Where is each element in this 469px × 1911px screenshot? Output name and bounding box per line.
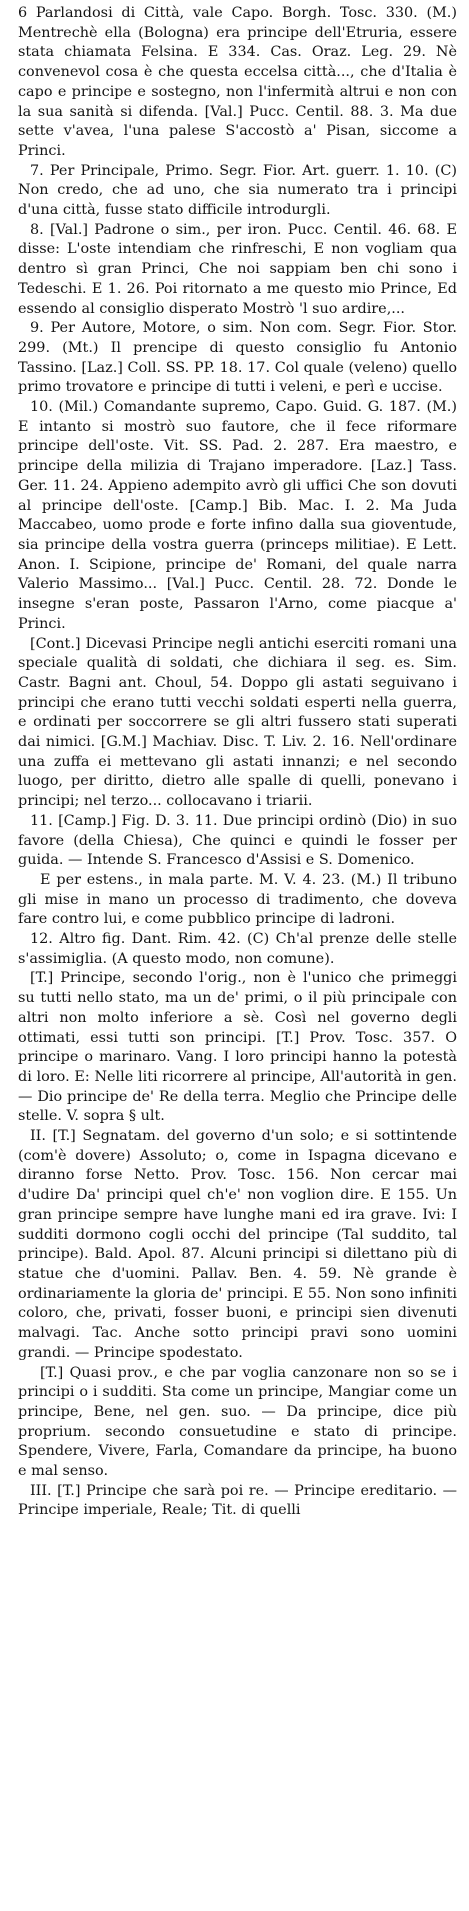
entry-9-autore: 9. Per Autore, Motore, o sim. Non com. Segr. Fior. Stor. 299. (Mt.) Il prencipe di questo consiglio fu Antonio Tassino. [Laz.] Coll. SS. PP. 18. 17. Col quale (veleno) quello primo trovatore e principe di tutti i veleni, e perì e uccise.: [18, 320, 457, 396]
entry-t-origine: [T.] Principe, secondo l'orig., non è l'unico che primeggi su tutti nello stato, ma un de' primi, o il più principale con altri non molto inferiore a sè. Così nel governo degli ottimati, essi tutti son principi. [T.] Prov. Tosc. 357. O principe o marinaro. Vang. I loro principi hanno la potestà di loro. E: Nelle liti ricorrere al principe, All'autorità in gen. — Dio principe de' Re della terra. Meglio che Principe delle stelle. V. sopra § ult.: [18, 970, 457, 1125]
entry-11-per-estens: E per estens., in mala parte. M. V. 4. 23. (M.) Il tribuno gli mise in mano un processo di tradimento, che doveva fare contro lui, e come pubblico principe di ladroni.: [18, 871, 457, 928]
entry-11-fig: 11. [Camp.] Fig. D. 3. 11. Due principi ordinò (Dio) in suo favore (della Chiesa), Che quinci e quindi le fosser per guida. — Intende S. Francesco d'Assisi e S. Domenico.: [18, 812, 457, 869]
entry-12-altro-fig: 12. Altro fig. Dant. Rim. 42. (C) Ch'al prenze delle stelle s'assimiglia. (A questo modo, non comune).: [18, 931, 457, 967]
entry-ii-quasi-prov: [T.] Quasi prov., e che par voglia canzonare non so se i principi o i sudditi. Sta come un principe, Mangiar come un principe, Bene, nel gen. suo. — Da principe, dice più proprium. secondo consuetudine e stato di principe. Spendere, Vivere, Farla, Comandare da principe, ha buono e mal senso.: [18, 1364, 457, 1480]
entry-10-cont-roman-soldiers: [Cont.] Dicevasi Principe negli antichi eserciti romani una speciale qualità di soldati, che dichiara il seg. es. Sim. Castr. Bagni ant. Choul, 54. Doppo gli astati seguivano i principi che erano tutti vecchi soldati esperti nella guerra, e ordinati per soccorrere se gli altri fussero stati superati dai nimici. [G.M.] Machiav. Disc. T. Liv. 2. 16. Nell'ordinare una zuffa ei mettevano gli astati innanzi; e nel secondo luogo, per diritto, dietro alle spalle di quelli, ponevano i principi; nel terzo... collocavano i triarii.: [18, 635, 457, 810]
entry-iii-ereditario: III. [T.] Principe che sarà poi re. — Principe ereditario. — Principe imperiale, Reale; Tit. di quelli: [18, 1482, 457, 1519]
entry-6-capo: 6 Parlandosi di Città, vale Capo. Borgh. Tosc. 330. (M.) Mentrechè ella (Bologna) era principe dell'Etruria, essere stata chiamata Felsina. E 334. Cas. Oraz. Leg. 29. Nè convenevol cosa è che questa eccelsa città..., che d'Italia è capo e principe e sostegno, non l'infermità altrui e non con la sua sanità si difenda. [Val.] Pucc. Centil. 88. 3. Ma due sette v'avea, l'una palese S'accostò a' Pisan, siccome a Princi.: [18, 5, 457, 159]
entry-ii-governo: II. [T.] Segnatam. del governo d'un solo; e si sottintende (com'è dovere) Assoluto; o, come in Ispagna dicevano e diranno forse Netto. Prov. Tosc. 156. Non cercar mai d'udire Da' principi quel ch'e' non voglion dire. E 155. Un gran principe sempre have lunghe mani ed ira grave. Ivi: I sudditi dormono cogli occhi del principe (Tal suddito, tal principe). Bald. Apol. 87. Alcuni principi si dilettano più di statue che d'uomini. Pallav. Ben. 4. 59. Nè grande è ordinariamente la gloria de' principi. E 55. Non sono infiniti coloro, che, privati, fosser buoni, e principi sien divenuti malvagi. Tac. Anche sotto principi pravi sono uomini grandi. — Principe spodestato.: [18, 1128, 457, 1361]
entry-8-padrone: 8. [Val.] Padrone o sim., per iron. Pucc. Centil. 46. 68. E disse: L'oste intendiam che rinfreschi, E non vogliam qua dentro sì gran Princi, Che noi sappiam ben chi sono i Tedeschi. E 1. 26. Poi ritornato a me questo mio Prince, Ed essendo al consiglio disperato Mostrò 'l suo ardire,...: [18, 221, 457, 317]
entry-7-principale: 7. Per Principale, Primo. Segr. Fior. Art. guerr. 1. 10. (C) Non credo, che ad uno, che sia numerato tra i principi d'una città, fusse stato difficile introdurgli.: [18, 162, 457, 219]
entry-10-comandante: 10. (Mil.) Comandante supremo, Capo. Guid. G. 187. (M.) E intanto si mostrò suo fautore, che il fece riformare principe dell'oste. Vit. SS. Pad. 2. 287. Era maestro, e principe della milizia di Trajano imperadore. [Laz.] Tass. Ger. 11. 24. Appieno adempito avrò gli uffici Che son dovuti al principe dell'oste. [Camp.] Bib. Mac. I. 2. Ma Juda Maccabeo, uomo prode e forte infino dalla sua gioventude, sia principe della vostra guerra (princeps militiae). E Lett. Anon. I. Scipione, principe de' Romani, del quale narra Valerio Massimo... [Val.] Pucc. Centil. 28. 72. Donde le insegne s'eran poste, Passaron l'Arno, come piacque a' Princi.: [18, 399, 457, 632]
